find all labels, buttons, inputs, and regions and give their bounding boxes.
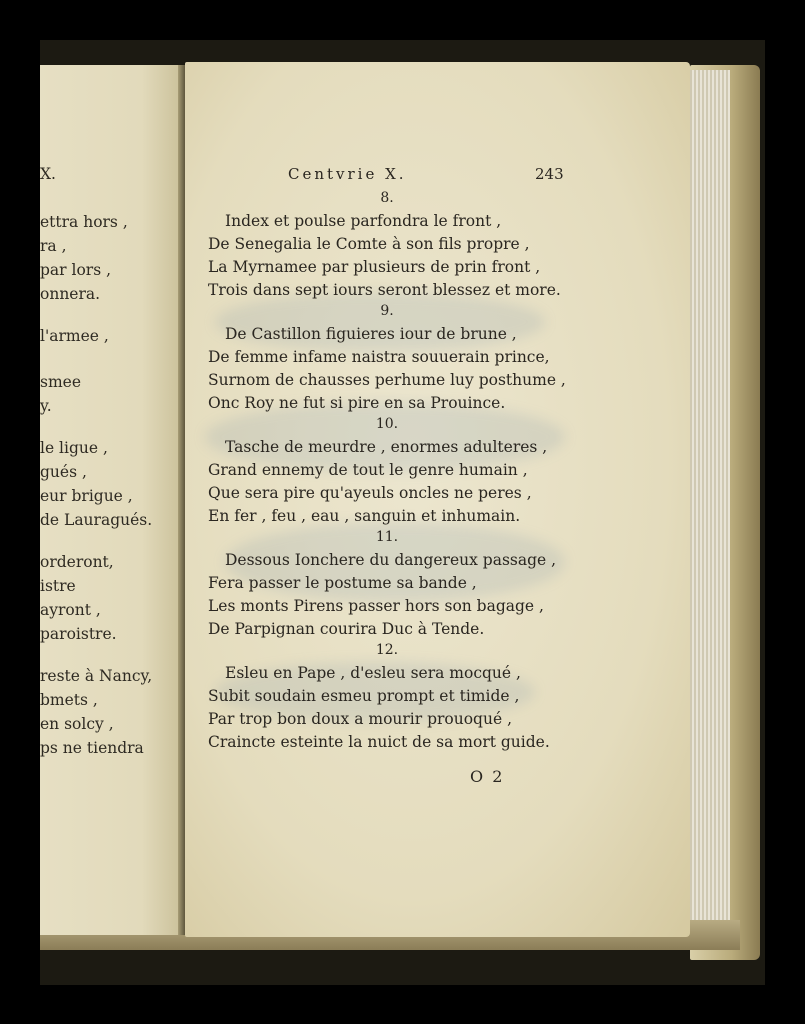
stain — [215, 292, 545, 352]
left-page-head: X. — [40, 165, 56, 183]
left-line: ayront , — [40, 601, 101, 619]
left-line: ps ne tiendra — [40, 739, 144, 757]
signature-mark: O 2 — [470, 767, 505, 786]
left-line: en solcy , — [40, 715, 114, 733]
verse-line: Subit soudain esmeu prompt et timide , — [208, 687, 520, 705]
left-line: bmets , — [40, 691, 98, 709]
verse-line: De Parpignan courira Duc à Tende. — [208, 620, 485, 638]
verse-line: De Castillon figuieres iour de brune , — [225, 325, 517, 343]
verse-line: Onc Roy ne fut si pire en sa Prouince. — [208, 394, 506, 412]
verse-line: Tasche de meurdre , enormes adulteres , — [225, 438, 548, 456]
verse-line: Grand ennemy de tout le genre humain , — [208, 461, 528, 479]
verse-line: Que sera pire qu'ayeuls oncles ne peres , — [208, 484, 532, 502]
running-head: Centvrie X. — [288, 165, 407, 183]
left-line: ra , — [40, 237, 67, 255]
right-page — [185, 62, 690, 937]
verse-line: La Myrnamee par plusieurs de prin front , — [208, 258, 541, 276]
verse-line: Trois dans sept iours seront blessez et more. — [208, 281, 561, 299]
left-line: le ligue , — [40, 439, 108, 457]
book-photograph — [40, 40, 765, 985]
stanza-number: 11. — [375, 529, 399, 545]
left-line: l'armee , — [40, 327, 109, 345]
left-page — [40, 65, 185, 935]
verse-line: Fera passer le postume sa bande , — [208, 574, 477, 592]
verse-line: Index et poulse parfondra le front , — [225, 212, 502, 230]
left-line: istre — [40, 577, 76, 595]
stanza-number: 12. — [375, 642, 399, 658]
stanza-number: 8. — [380, 190, 394, 206]
left-line: ettra hors , — [40, 213, 128, 231]
left-line: paroistre. — [40, 625, 117, 643]
left-line: reste à Nancy, — [40, 667, 153, 685]
left-line: par lors , — [40, 261, 112, 279]
verse-line: Esleu en Pape , d'esleu sera mocqué , — [225, 664, 521, 682]
verse-line: De Senegalia le Comte à son fils propre , — [208, 235, 530, 253]
verse-line: Par trop bon doux a mourir prouoqué , — [208, 710, 512, 728]
verse-line: Surnom de chausses perhume luy posthume , — [208, 371, 566, 389]
verse-line: De femme infame naistra souuerain prince, — [208, 348, 550, 366]
left-line: smee — [40, 373, 81, 391]
verse-line: Craincte esteinte la nuict de sa mort guide. — [208, 733, 550, 751]
left-line: de Lauragués. — [40, 511, 153, 529]
verse-line: Les monts Pirens passer hors son bagage , — [208, 597, 544, 615]
verse-line: Dessous Ionchere du dangereux passage , — [225, 551, 557, 569]
verse-line: En fer , feu , eau , sanguin et inhumain. — [208, 507, 521, 525]
page-number: 243 — [535, 165, 564, 183]
left-line: orderont, — [40, 553, 114, 571]
left-line: eur brigue , — [40, 487, 133, 505]
stanza-number: 9. — [380, 303, 394, 319]
left-line: gués , — [40, 463, 87, 481]
left-line: onnera. — [40, 285, 101, 303]
stanza-number: 10. — [375, 416, 399, 432]
left-line: y. — [40, 397, 52, 415]
